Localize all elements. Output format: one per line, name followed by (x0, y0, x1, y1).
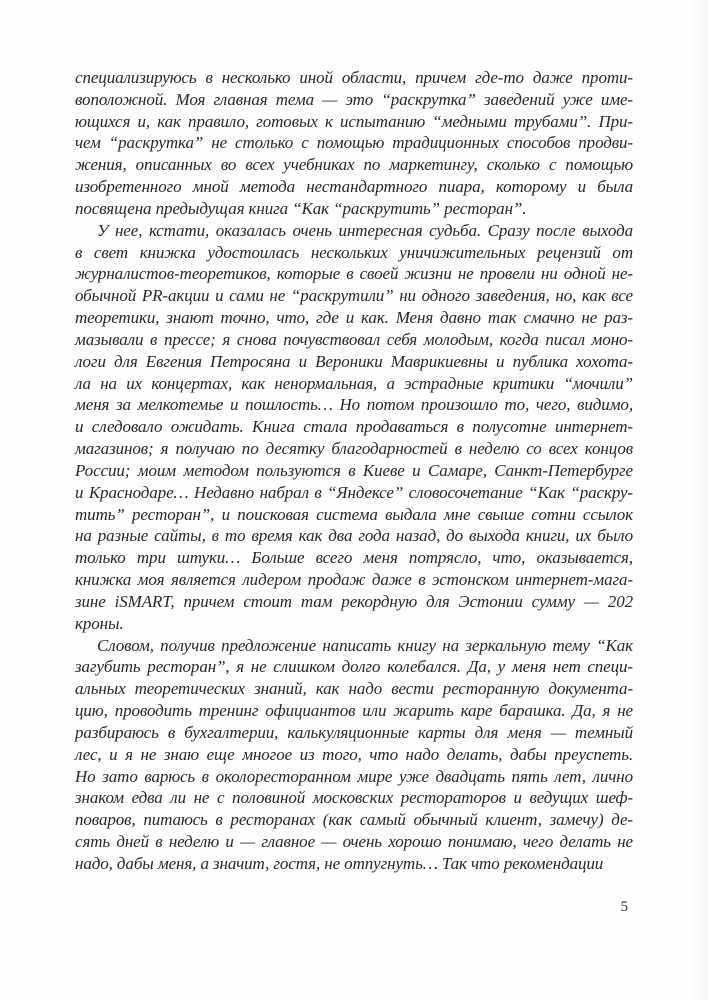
text-line: на разные сайты, в то время как два года назад, до выхода книги, их было (75, 526, 633, 546)
text-line: мазывали в прессе; я снова почувствовал себя молодым, когда писал моно- (75, 329, 633, 349)
paragraph (75, 220, 633, 635)
text-line: Но зато варюсь в околоресторанном мире уже двадцать пять лет, лично (75, 766, 633, 786)
text-line: разбираюсь в бухгалтерии, калькуляционные карты для меня — темный (75, 722, 633, 742)
text-line: У нее, кстати, оказалась очень интересная судьба. Сразу после выхода (97, 220, 633, 240)
text-line: специализируюсь в несколько иной области, причем где-то даже проти- (75, 68, 633, 87)
text-line: изобретенного мной метода нестандартного пиара, которому и была (75, 177, 633, 197)
text-line: и Краснодаре… Недавно набрал в “Яндексе” словосочетание “Как “раскру- (75, 482, 633, 502)
text-line: тить” ресторан”, и поисковая система выдала мне свыше сотни ссылок (75, 504, 633, 524)
text-line: посвящена предыдущая книга “Как “раскрутить” ресторан”. (75, 198, 527, 218)
text-line: журналистов-теоретиков, которые в своей жизни не провели ни одной не- (75, 264, 633, 284)
text-line: воположной. Моя главная тема — это “раскрутка” заведений уже име- (75, 89, 633, 109)
text-line: теоретики, знают точно, что, где и как. Меня давно так смачно не раз- (75, 308, 633, 328)
text-line: кроны. (75, 613, 124, 633)
text-line: логи для Евгения Петросяна и Вероники Маврикиевны и публика хохота- (75, 351, 633, 371)
paragraph (75, 67, 633, 220)
text-line: цию, проводить тренинг официантов или жарить каре барашка. Да, я не (75, 701, 633, 721)
text-line: сять дней в неделю и — главное — очень хорошо понимаю, чего делать не (75, 831, 633, 851)
page-text (75, 67, 633, 875)
text-line: магазинов; я получаю по десятку благодарностей в неделю со всех концов (75, 439, 633, 459)
text-line: Словом, получив предложение написать книгу на зеркальную тему “Как (97, 635, 633, 655)
text-line: знаком едва ли не с половиной московских рестораторов и ведущих шеф- (75, 788, 633, 808)
paragraph (75, 635, 633, 875)
text-line: жения, описанных во всех учебниках по маркетингу, сколько с помощью (75, 155, 633, 175)
text-line: ла на их концертах, как ненормальная, а эстрадные критики “мочили” (75, 373, 633, 393)
text-line: поваров, питаюсь в ресторанах (как самый обычный клиент, замечу) де- (75, 810, 633, 830)
text-line: загубить ресторан”, я не слишком долго колебался. Да, у меня нет специ- (75, 657, 633, 677)
text-line: в свет книжка удостоилась нескольких уничижительных рецензий от (75, 242, 633, 262)
text-line: альных теоретических знаний, как надо вести ресторанную документа- (75, 679, 633, 699)
text-line: меня за мелкотемье и пошлость… Но потом произошло то, чего, видимо, (75, 395, 633, 415)
text-line: книжка моя является лидером продаж даже в эстонском интернет-мага- (75, 570, 633, 590)
scan-edge-artifact (692, 0, 708, 1000)
text-line: надо, дабы меня, а значит, гостя, не отпугнуть… Так что рекомендации (75, 853, 604, 873)
text-line: и следовало ожидать. Книга стала продаваться в полусотне интернет- (75, 417, 633, 437)
text-line: чем “раскрутка” не столько с помощью традиционных способов продви- (75, 133, 633, 153)
text-line: ющихся и, как правило, готовых к испытанию “медными трубами”. При- (75, 111, 633, 131)
page-number: 5 (620, 899, 628, 915)
text-line: зине iSMART, причем стоит там рекордную для Эстонии сумму — 202 (75, 591, 633, 611)
text-line: России; моим методом пользуются в Киеве и Самаре, Санкт-Петербурге (75, 460, 633, 480)
text-line: обычной PR-акции и сами не “раскрутили” ни одного заведения, но, как все (75, 286, 633, 306)
text-line: только три штуки… Больше всего меня потрясло, что, оказывается, (75, 548, 633, 568)
text-line: лес, и я не знаю еще многое из того, что надо делать, дабы преуспеть. (75, 744, 633, 764)
